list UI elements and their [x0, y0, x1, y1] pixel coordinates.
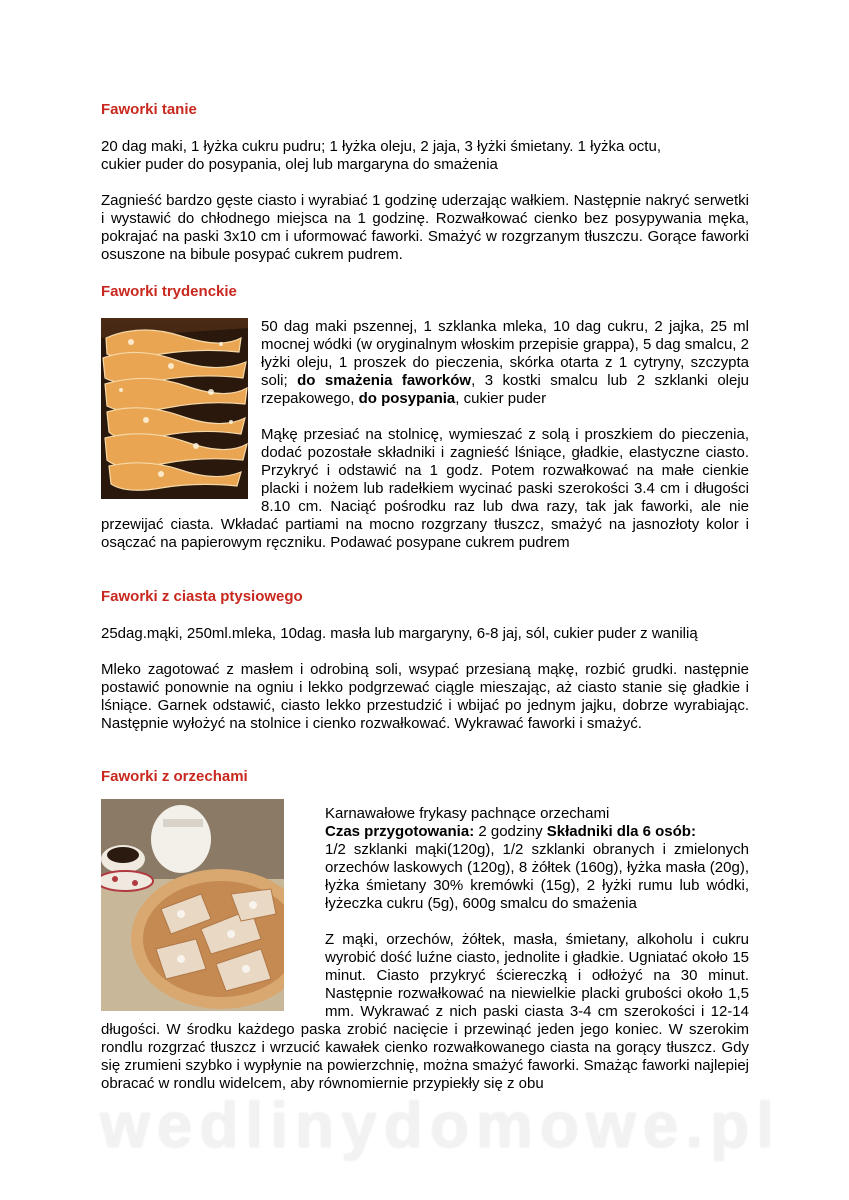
intro-orzechami: Karnawałowe frykasy pachnące orzechami: [325, 805, 610, 822]
section-title-orzechami: Faworki z orzechami: [101, 768, 248, 785]
section-title-ptysiowe: Faworki z ciasta ptysiowego: [101, 588, 303, 605]
photo-faworki-stack: [101, 318, 248, 499]
method-ptysiowe: Mleko zagotować z masłem i odrobiną soli, wsypać przesianą mąkę, rozbić grudki. następnie postawić ponownie na ogniu i lekko podgrzewać ciągle mieszając, aż ciasto stanie się gładkie i lśniące. Garnek odstawić, ciasto lekko przestudzić i wbijać po jednym jajku, dobrze wyrabiając. Następnie wyłożyć na stolnice i cienko rozwałkować. Wykrawać faworki i smażyć.: [101, 661, 749, 732]
ingredients-tanie-line1: 20 dag maki, 1 łyżka cukru pudru; 1 łyżka oleju, 2 jaja, 3 łyżki śmietany. 1 łyżka octu,: [101, 138, 661, 155]
ingredients-tanie-line2: cukier puder do posypania, olej lub margaryna do smażenia: [101, 156, 498, 173]
ingredients-ptysiowe: 25dag.mąki, 250ml.mleka, 10dag. masła lub margaryny, 6-8 jaj, sól, cukier puder z wanilią: [101, 625, 698, 642]
method-orzechami: Z mąki, orzechów, żółtek, masła, śmietany, alkoholu i cukru wyrobić dość luźne ciasto, jednolite i gładkie. Ugniatać około 15 minut. Ciasto przykryć ściereczką i odłożyć na 30 minut. Następnie rozwałkować na niewielkie placki grubości około 1,5 mm. Wykrawać z nich paski ciasta 3-4 cm szerokości i 12-14 długości. W środku każdego paska zrobić nacięcie i przewinąć jeden jego koniec. W szerokim rondlu rozgrzać tłuszcz i wrzucić kawałek cienko rozwałkowanego ciasta na gorący tłuszcz. Gdy się zrumieni szybko i wypłynie na powierzchnię, można smażyć faworki. Smażąc faworki najlepiej obracać w rondlu widelcem, aby równomiernie przypiekły się z obu: [101, 931, 749, 1092]
section-title-trydenckie: Faworki trydenckie: [101, 283, 237, 300]
watermark: wedlinydomowe.pl: [100, 1089, 781, 1161]
ingredients-trydenckie: 50 dag maki pszennej, 1 szklanka mleka, 10 dag cukru, 2 jajka, 25 ml mocnej wódki (w oryginalnym włoskim przepisie grappa), 5 dag smalcu, 2 łyżki oleju, 1 proszek do pieczenia, skórka otarta z 1 cytryny, szczypta soli; do smażenia faworków, 3 kostki smalcu lub 2 szklanki oleju rzepakowego, do posypania, cukier puder: [261, 318, 750, 407]
photo-faworki-coffee: [101, 799, 284, 1011]
section-title-tanie: Faworki tanie: [101, 101, 197, 118]
orzechami-flow: [101, 805, 749, 1093]
time-orzechami: Czas przygotowania: 2 godziny Składniki dla 6 osób:: [325, 823, 696, 840]
ingredients-orzechami: 1/2 szklanki mąki(120g), 1/2 szklanki obranych i zmielonych orzechów laskowych (120g), 8 żółtek (160g), łyżka masła (20g), łyżka śmietany 30% kremówki (15g), 2 łyżki rumu lub wódki, łyżeczka cukru (5g), 600g smalcu do smażenia: [325, 841, 749, 912]
trydenckie-flow: [101, 318, 749, 552]
method-tanie: Zagnieść bardzo gęste ciasto i wyrabiać 1 godzinę uderzając wałkiem. Następnie nakryć serwetki i wystawić do chłodnego miejsca na 1 godzinę. Rozwałkować cienko bez posypywania męka, pokrajać na paski 3x10 cm i uformować faworki. Smażyć w rozgrzanym tłuszczu. Gorące faworki osuszone na bibule posypać cukrem pudrem.: [101, 192, 749, 263]
method-trydenckie: Mąkę przesiać na stolnicę, wymieszać z solą i proszkiem do pieczenia, dodać pozostałe składniki i zagnieść lśniące, gładkie, elastyczne ciasto. Przykryć i odstawić na 1 godz. Potem rozwałkować na małe cienkie placki i nożem lub radełkiem wycinać paski szerokości 3.4 cm i długości 8.10 cm. Naciąć pośrodku raz lub dwa razy, tak jak faworki, ale nie przewijać ciasta. Wkładać partiami na mocno rozgrzany tłuszcz, smażyć na jasnozłoty kolor i osączać na papierowym ręczniku. Podawać posypane cukrem pudrem: [101, 426, 749, 551]
